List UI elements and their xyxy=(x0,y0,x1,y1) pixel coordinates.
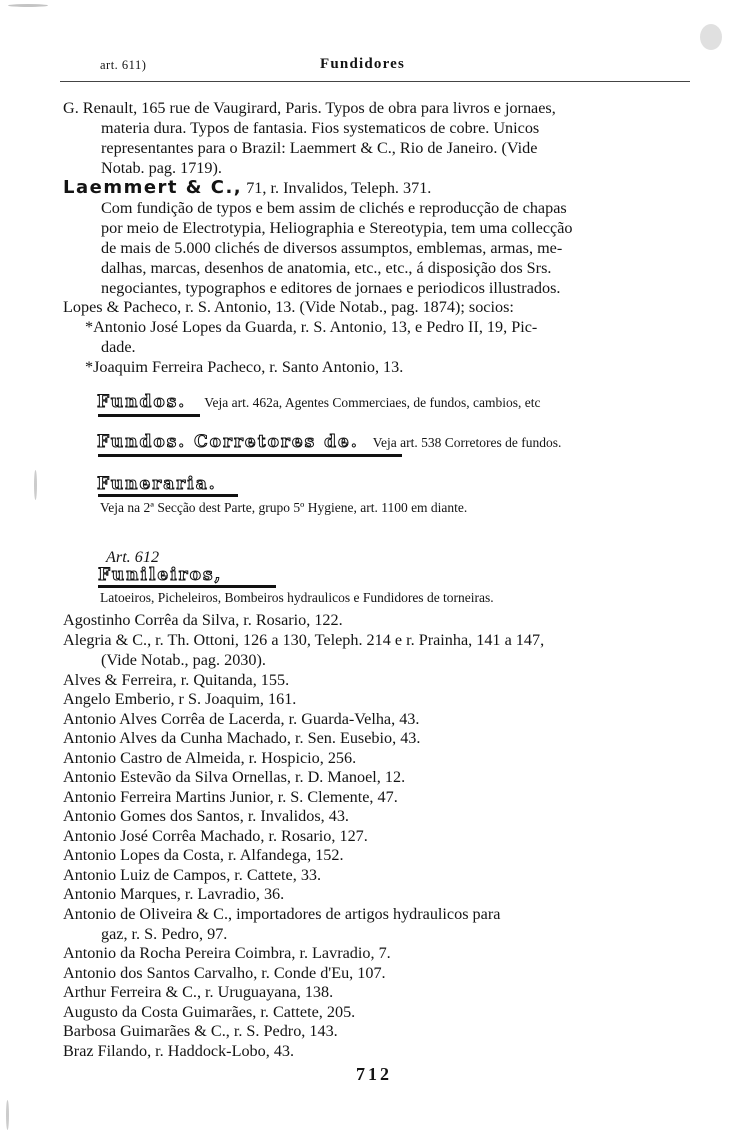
article-title-underline xyxy=(98,585,276,588)
article-number: Art. 612 xyxy=(106,548,160,566)
laemmert-desc-line-3: de mais de 5.000 clichés de diversos assumptos, emblemas, armas, me- xyxy=(101,239,563,257)
list-item: Antonio José Corrêa Machado, r. Rosario, 127. xyxy=(63,827,368,845)
header-rule xyxy=(60,81,690,82)
list-item: Antonio da Rocha Pereira Coimbra, r. Lavradio, 7. xyxy=(63,944,391,962)
list-item: Antonio Luiz de Campos, r. Cattete, 33. xyxy=(63,866,322,884)
entry-renault-line-1: G. Renault, 165 rue de Vaugirard, Paris. Typos de obra para livros e jornaes, xyxy=(63,99,556,117)
lopes-socio-2: *Joaquim Ferreira Pacheco, r. Santo Antonio, 13. xyxy=(85,358,404,376)
fundos-title: Fundos. xyxy=(97,392,187,412)
scan-noise xyxy=(6,1100,9,1130)
list-item: Barbosa Guimarães & C., r. S. Pedro, 143. xyxy=(63,1022,338,1040)
list-item: Antonio Marques, r. Lavradio, 36. xyxy=(63,885,285,903)
fundos-corretores-title: Fundos. Corretores de. xyxy=(97,432,359,452)
laemmert-desc-line-5: negociantes, typographos e editores de jornaes e periodicos illustrados. xyxy=(101,279,561,297)
list-item: Angelo Emberio, r S. Joaquim, 161. xyxy=(63,690,297,708)
fundos-underline xyxy=(98,414,200,417)
fundos-corretores-reference: Veja art. 538 Corretores de fundos. xyxy=(372,435,562,450)
list-item: Augusto da Costa Guimarães, r. Cattete, 205. xyxy=(63,1003,356,1021)
list-item: Braz Filando, r. Haddock-Lobo, 43. xyxy=(63,1042,295,1060)
funeraria-title: Funeraria. xyxy=(97,474,217,494)
list-item: Antonio Alves Corrêa de Lacerda, r. Guarda-Velha, 43. xyxy=(63,710,420,728)
article-heading xyxy=(98,565,222,585)
laemmert-desc-line-1: Com fundição de typos e bem assim de clichés e reproducção de chapas xyxy=(101,199,567,217)
scan-noise xyxy=(700,24,722,50)
article-subtitle: Latoeiros, Picheleiros, Bombeiros hydraulicos e Fundidores de torneiras. xyxy=(100,590,494,605)
lopes-socio-1-cont: dade. xyxy=(101,338,136,356)
list-item: Antonio Alves da Cunha Machado, r. Sen. Eusebio, 43. xyxy=(63,729,421,747)
list-item: Antonio Estevão da Silva Ornellas, r. D. Manoel, 12. xyxy=(63,768,406,786)
list-item: Agostinho Corrêa da Silva, r. Rosario, 122. xyxy=(63,611,343,629)
article-title: Funileiros, xyxy=(98,565,223,585)
lopes-socio-1: *Antonio José Lopes da Guarda, r. S. Antonio, 13, e Pedro II, 19, Pic- xyxy=(85,318,538,336)
list-item: Antonio Castro de Almeida, r. Hospicio, 256. xyxy=(63,749,357,767)
scan-noise xyxy=(34,470,37,500)
page-number: 712 xyxy=(356,1064,392,1084)
scan-noise xyxy=(8,4,48,7)
list-item: Antonio Gomes dos Santos, r. Invalidos, 43. xyxy=(63,807,349,825)
article-label xyxy=(106,547,159,567)
list-item-continuation: (Vide Notab., pag. 2030). xyxy=(101,651,266,669)
entry-laemmert-heading xyxy=(63,178,431,198)
fundos-corretores-underline xyxy=(98,454,402,457)
fundos-heading xyxy=(97,392,541,412)
list-item: Alves & Ferreira, r. Quitanda, 155. xyxy=(63,671,290,689)
laemmert-address: 71, r. Invalidos, Teleph. 371. xyxy=(242,179,432,197)
list-item: Alegria & C., r. Th. Ottoni, 126 a 130, Teleph. 214 e r. Prainha, 141 a 147, xyxy=(63,631,545,649)
laemmert-desc-line-4: dalhas, marcas, desenhos de anatomia, etc., etc., á disposição dos Srs. xyxy=(101,259,552,277)
list-item: Antonio dos Santos Carvalho, r. Conde d'Eu, 107. xyxy=(63,964,386,982)
list-item: Arthur Ferreira & C., r. Uruguayana, 138. xyxy=(63,983,334,1001)
entry-renault-line-2: materia dura. Typos de fantasia. Fios systematicos de cobre. Unicos xyxy=(101,119,540,137)
laemmert-name: Laemmert & C., xyxy=(63,177,243,198)
running-head-article-ref: art. 611) xyxy=(100,58,147,72)
funeraria-heading xyxy=(97,474,217,494)
laemmert-desc-line-2: por meio de Electrotypia, Heliographia e Stereotypia, tem uma collecção xyxy=(101,219,573,237)
list-item: Antonio Lopes da Costa, r. Alfandega, 152. xyxy=(63,846,344,864)
entry-renault-line-3: representantes para o Brazil: Laemmert & C., Rio de Janeiro. (Vide xyxy=(101,139,538,157)
fundos-reference: Veja art. 462a, Agentes Commerciaes, de fundos, cambios, etc xyxy=(204,395,541,410)
list-item: Antonio Ferreira Martins Junior, r. S. Clemente, 47. xyxy=(63,788,398,806)
list-item-continuation: gaz, r. S. Pedro, 97. xyxy=(101,925,228,943)
entry-lopes-pacheco: Lopes & Pacheco, r. S. Antonio, 13. (Vide Notab., pag. 1874); socios: xyxy=(63,298,514,316)
funeraria-underline xyxy=(98,494,238,497)
page-title: Fundidores xyxy=(320,56,406,72)
entry-renault-line-4: Notab. pag. 1719). xyxy=(101,159,222,177)
funeraria-reference: Veja na 2ª Secção dest Parte, grupo 5º Hygiene, art. 1100 em diante. xyxy=(100,500,468,515)
fundos-corretores-heading xyxy=(97,432,561,452)
list-item: Antonio de Oliveira & C., importadores de artigos hydraulicos para xyxy=(63,905,501,923)
